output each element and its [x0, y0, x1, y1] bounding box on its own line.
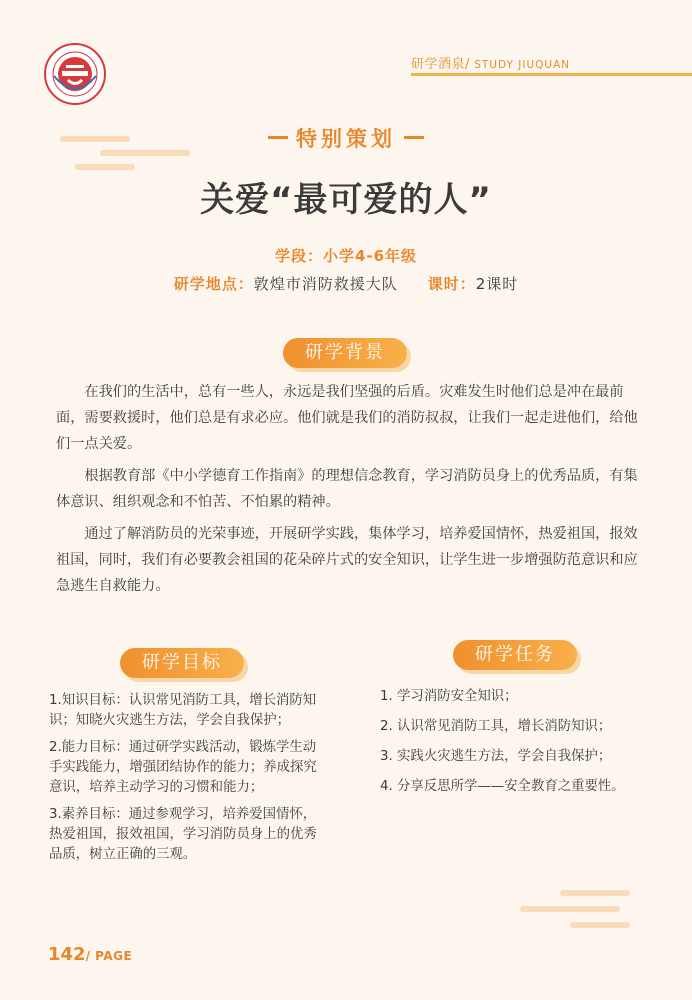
special-feature-label: 特别策划	[0, 123, 692, 153]
page-number-value: 142	[48, 944, 86, 965]
list-item: 3. 实践火灾逃生方法，学会自我保护；	[380, 749, 612, 764]
list-item: 2. 认识常见消防工具，增长消防知识；	[380, 719, 612, 734]
header-rule	[411, 73, 692, 76]
list-item: 3.素养目标：通过参观学习，培养爱国情怀，热爱祖国，报效祖国，学习消防员身上的优秀品质，树立正确的三观。	[49, 807, 317, 862]
page-label: / PAGE	[85, 949, 133, 963]
header-section-label	[411, 53, 570, 72]
background-paragraph: 通过了解消防员的光荣事迹，开展研学实践，集体学习，培养爱国情怀，热爱祖国，报效祖国，同时，我们有必要教会祖国的花朵碎片式的安全知识，让学生进一步增强防范意识和应急逃生自救能力。	[56, 526, 638, 594]
list-item: 1.知识目标：认识常见消防工具，增长消防知识；知晓火灾逃生方法，学会自我保护；	[49, 693, 317, 728]
location-label: 研学地点：	[173, 275, 254, 293]
decor-streak	[75, 164, 135, 170]
hours-value: 2课时	[475, 275, 519, 293]
background-heading: 研学背景	[283, 338, 407, 368]
tasks-list	[380, 687, 670, 807]
background-paragraph: 根据教育部《中小学德育工作指南》的理想信念教育，学习消防员身上的优秀品质，有集体意识、组织观念和不怕苦、不怕累的精神。	[56, 468, 638, 510]
info-line	[0, 273, 692, 294]
list-item: 2.能力目标：通过研学实践活动，锻炼学生动手实践能力，增强团结协作的能力；养成探究意识，培养主动学习的习惯和能力；	[49, 740, 317, 795]
school-logo-icon	[44, 43, 106, 105]
goals-list	[49, 691, 329, 872]
goals-heading: 研学目标	[120, 648, 244, 678]
grade-line: 学段：小学4-6年级	[274, 247, 418, 265]
decor-streak	[560, 890, 630, 896]
background-paragraph: 在我们的生活中，总有一些人，永远是我们坚强的后盾。灾难发生时他们总是冲在最前面，需要救援时，他们总是有求必应。他们就是我们的消防叔叔，让我们一起走进他们，给他们一点关爱。	[56, 384, 638, 452]
hours-label: 课时：	[427, 275, 476, 293]
list-item: 1. 学习消防安全知识；	[380, 689, 518, 704]
page-title: 关爱“最可爱的人”	[200, 180, 492, 220]
list-item: 4. 分享反思所学——安全教育之重要性。	[380, 779, 625, 794]
header-cn: 研学酒泉/	[411, 57, 470, 72]
decor-streak	[520, 906, 620, 912]
background-text	[56, 379, 646, 605]
tasks-heading: 研学任务	[453, 640, 577, 670]
location-value: 敦煌市消防救援大队	[253, 275, 398, 293]
page-number	[48, 944, 132, 965]
header-en: STUDY JIUQUAN	[469, 59, 571, 71]
decor-streak	[570, 922, 630, 928]
